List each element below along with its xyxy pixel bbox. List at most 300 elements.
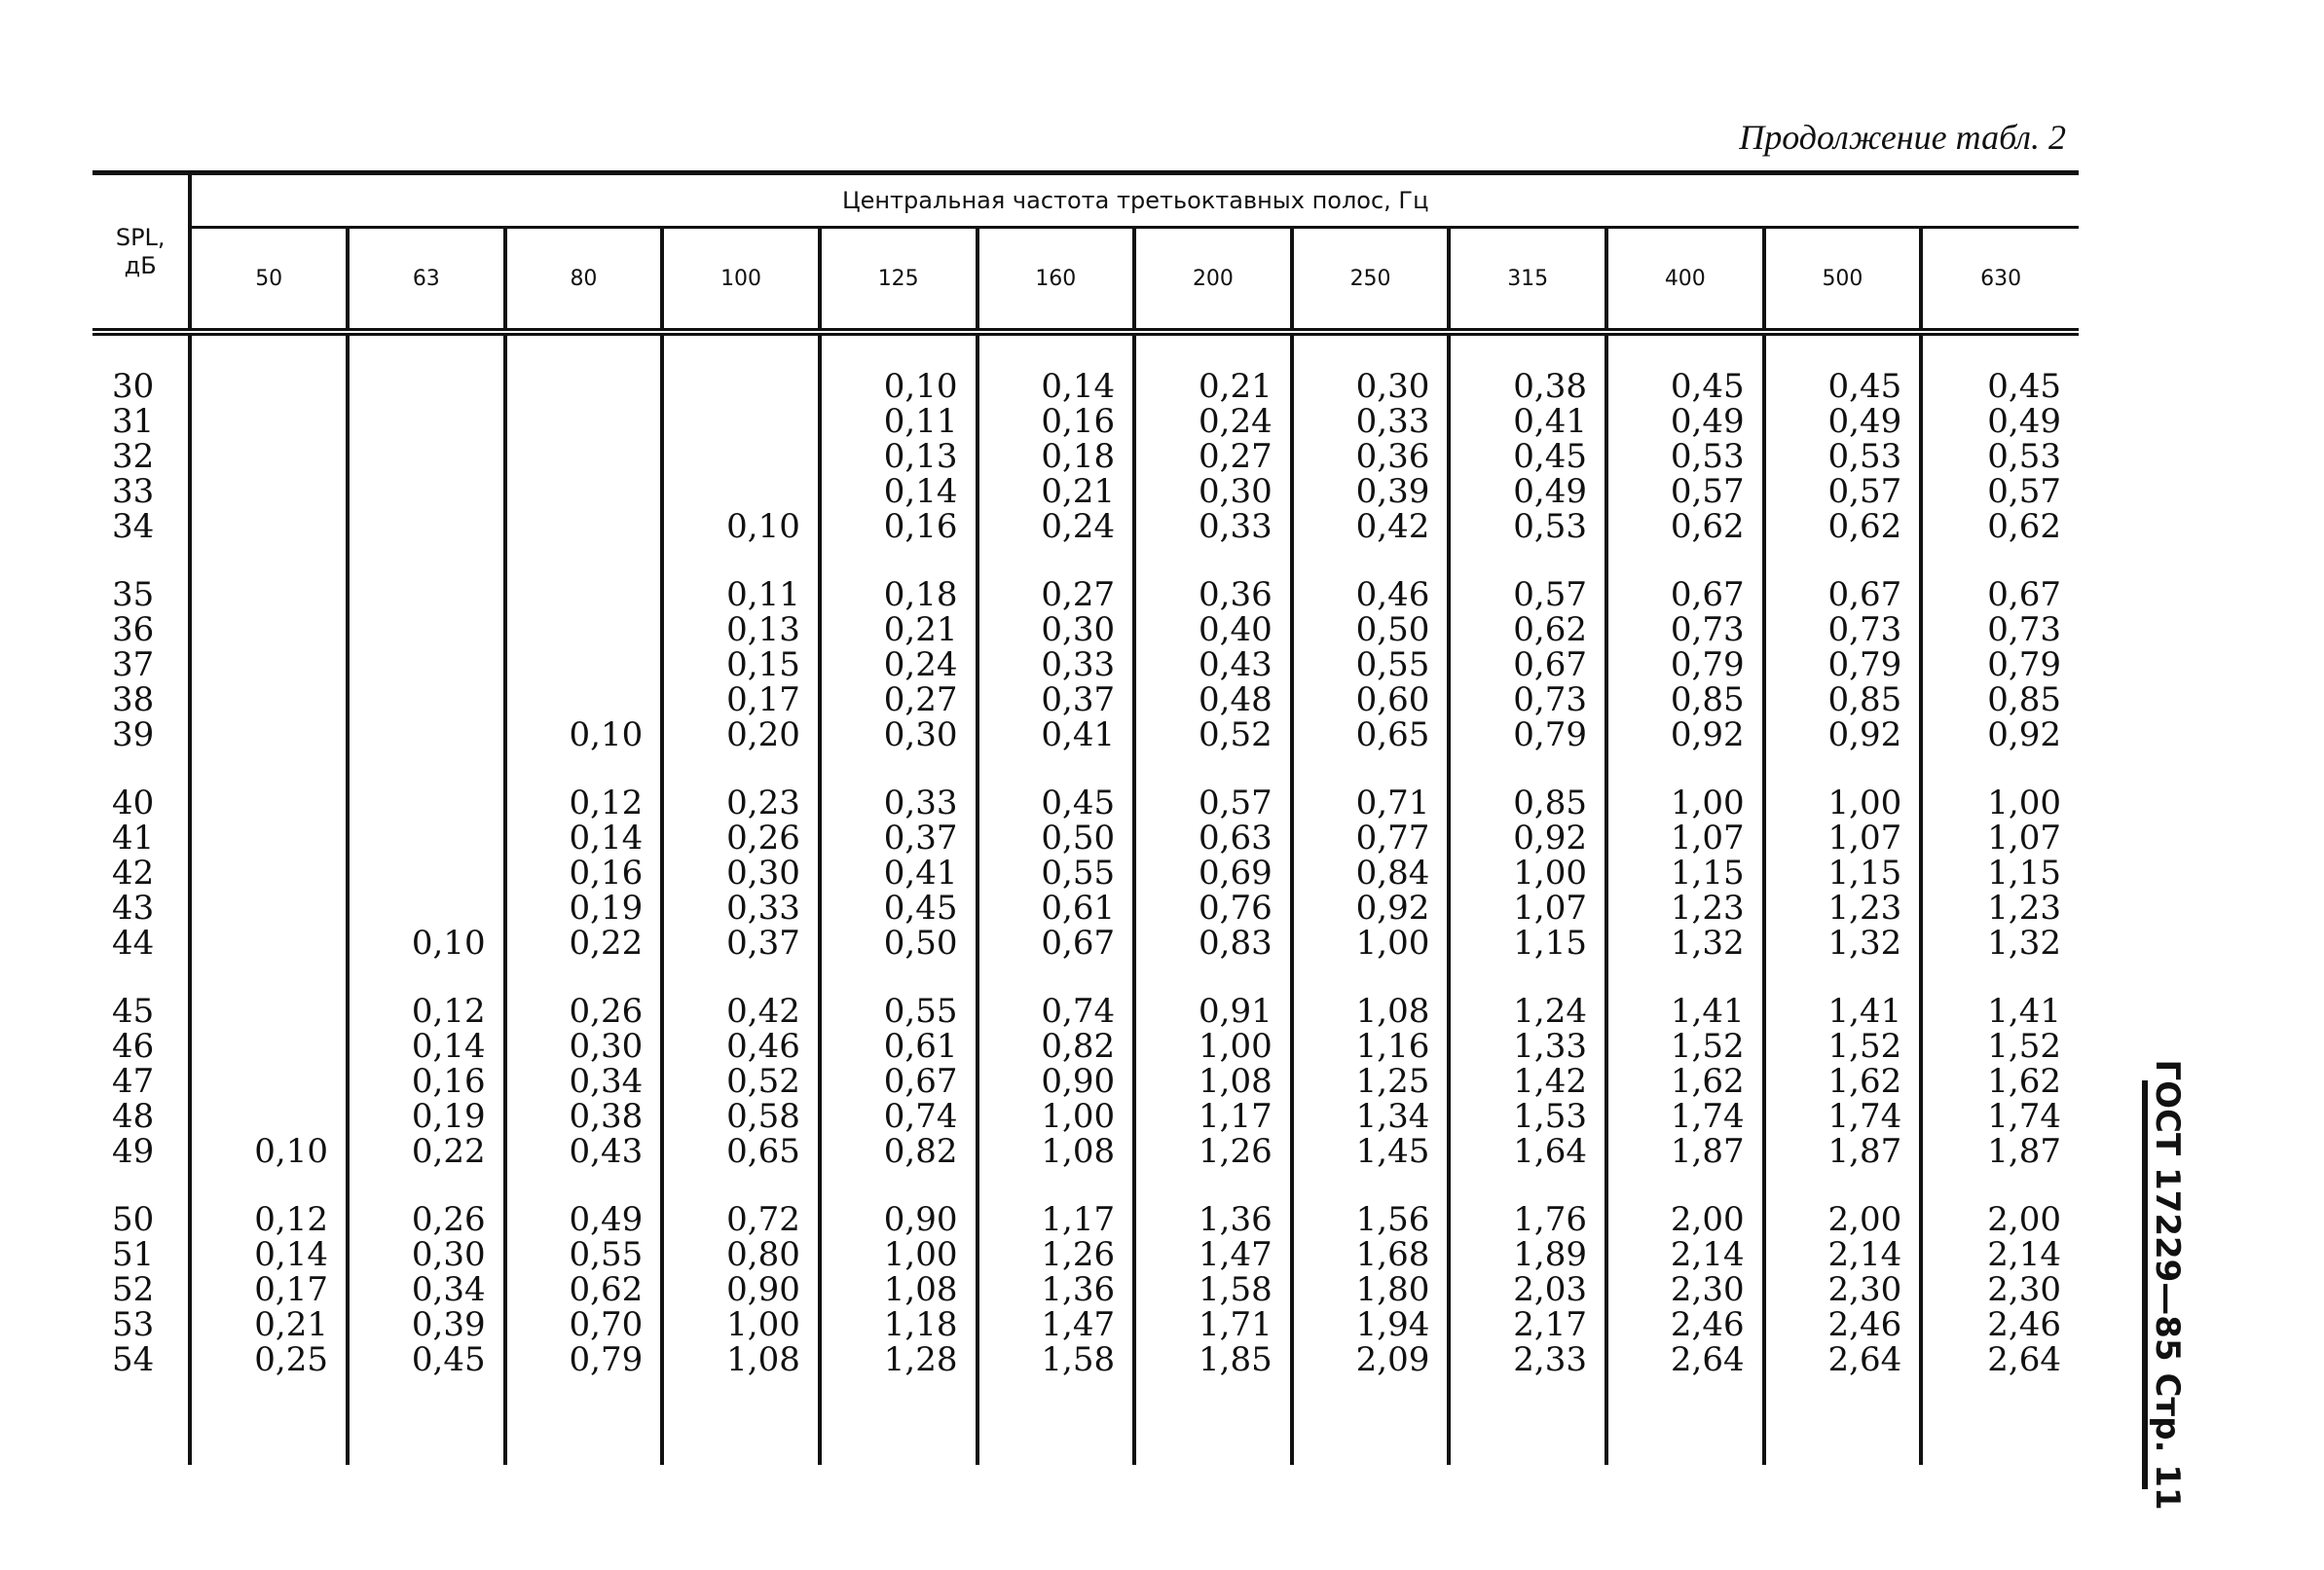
- table-row: [92, 994, 2079, 1029]
- coefficient-cell: 1,53: [1449, 1099, 1606, 1134]
- coefficient-cell: [190, 612, 348, 647]
- coefficient-cell: 0,25: [190, 1342, 348, 1377]
- spl-frequency-table: [92, 170, 2079, 1465]
- coefficient-cell: 0,37: [978, 682, 1135, 717]
- coefficient-cell: 1,08: [820, 1272, 978, 1307]
- coefficient-cell: 0,53: [1987, 437, 2061, 476]
- coefficient-cell: 0,22: [348, 1134, 505, 1169]
- spl-value: 40: [92, 785, 190, 821]
- coefficient-cell: 0,53: [1764, 439, 1922, 474]
- table-row: [92, 509, 2079, 544]
- coefficient-cell: [505, 404, 663, 439]
- coefficient-cell: 1,52: [1764, 1029, 1922, 1064]
- coefficient-cell: 0,53: [1606, 439, 1764, 474]
- coefficient-cell: 0,18: [978, 439, 1135, 474]
- coefficient-cell: [190, 474, 348, 509]
- coefficient-cell: 1,08: [978, 1134, 1135, 1169]
- coefficient-cell: 0,11: [820, 404, 978, 439]
- coefficient-cell: 1,32: [1987, 924, 2061, 963]
- spl-value: 53: [92, 1307, 190, 1342]
- coefficient-cell: 1,08: [662, 1342, 820, 1377]
- coefficient-cell: 1,00: [1292, 926, 1450, 961]
- coefficient-cell: 1,41: [1987, 992, 2061, 1031]
- spl-value: 44: [92, 926, 190, 961]
- coefficient-cell: 0,16: [348, 1064, 505, 1099]
- coefficient-cell: 0,45: [1606, 332, 1764, 404]
- coefficient-cell: [190, 439, 348, 474]
- coefficient-cell: 0,90: [662, 1272, 820, 1307]
- coefficient-cell: 0,13: [662, 612, 820, 647]
- frequency-header: 63: [348, 228, 505, 333]
- coefficient-cell: [505, 509, 663, 544]
- coefficient-cell: [348, 856, 505, 891]
- coefficient-cell: 0,67: [1449, 647, 1606, 682]
- table-row: [92, 1064, 2079, 1099]
- coefficient-cell: 0,57: [1987, 472, 2061, 511]
- coefficient-cell: 0,14: [505, 821, 663, 856]
- spl-value: 47: [92, 1064, 190, 1099]
- coefficient-cell: [190, 785, 348, 821]
- coefficient-cell: 0,26: [662, 821, 820, 856]
- table-row: [92, 647, 2079, 682]
- spl-value: 43: [92, 891, 190, 926]
- coefficient-cell: 0,62: [505, 1272, 663, 1307]
- coefficient-cell: [348, 404, 505, 439]
- coefficient-cell: 0,57: [1449, 577, 1606, 612]
- coefficient-cell: [348, 785, 505, 821]
- coefficient-cell: 0,19: [505, 891, 663, 926]
- coefficient-cell: 1,33: [1449, 1029, 1606, 1064]
- coefficient-cell: 1,26: [1134, 1134, 1292, 1169]
- coefficient-cell: 0,62: [1764, 509, 1922, 544]
- coefficient-cell: 1,87: [1987, 1132, 2061, 1171]
- coefficient-cell: 1,41: [1606, 994, 1764, 1029]
- spl-value: 52: [92, 1272, 190, 1307]
- table-row: [92, 1237, 2079, 1272]
- coefficient-cell: 1,56: [1292, 1202, 1450, 1237]
- coefficient-cell: 0,79: [1987, 645, 2061, 684]
- frequency-header: 200: [1134, 228, 1292, 333]
- coefficient-cell: [348, 332, 505, 404]
- coefficient-cell: 0,53: [1449, 509, 1606, 544]
- coefficient-cell: 0,27: [1134, 439, 1292, 474]
- coefficient-cell: [190, 821, 348, 856]
- coefficient-cell: [348, 821, 505, 856]
- coefficient-cell: 0,41: [820, 856, 978, 891]
- spl-header-line: SPL,: [115, 224, 166, 251]
- coefficient-cell: 0,82: [820, 1134, 978, 1169]
- spl-value: 31: [92, 404, 190, 439]
- table-row: [92, 439, 2079, 474]
- coefficient-cell: 0,92: [1449, 821, 1606, 856]
- coefficient-cell: 0,57: [1764, 474, 1922, 509]
- coefficient-cell: 2,64: [1987, 1340, 2061, 1379]
- table-row: [92, 785, 2079, 821]
- spl-value: 49: [92, 1134, 190, 1169]
- spl-value: 54: [92, 1342, 190, 1377]
- spl-value: 48: [92, 1099, 190, 1134]
- coefficient-cell: [662, 332, 820, 404]
- coefficient-cell: 1,00: [662, 1307, 820, 1342]
- coefficient-cell: 2,09: [1292, 1342, 1450, 1377]
- spl-value: 30: [92, 332, 190, 404]
- frequency-header: 630: [1921, 228, 2079, 333]
- table-row: [92, 891, 2079, 926]
- coefficient-cell: 0,24: [1134, 404, 1292, 439]
- coefficient-cell: 0,83: [1134, 926, 1292, 961]
- coefficient-cell: 0,14: [190, 1237, 348, 1272]
- table-row: [92, 612, 2079, 647]
- coefficient-cell: 0,72: [662, 1202, 820, 1237]
- coefficient-cell: 0,73: [1606, 612, 1764, 647]
- coefficient-cell: 0,11: [662, 577, 820, 612]
- spl-value: 51: [92, 1237, 190, 1272]
- coefficient-cell: 1,15: [1764, 856, 1922, 891]
- coefficient-cell: 0,85: [1606, 682, 1764, 717]
- coefficient-cell: 0,15: [662, 647, 820, 682]
- coefficient-cell: 0,84: [1292, 856, 1450, 891]
- coefficient-cell: 0,52: [662, 1064, 820, 1099]
- coefficient-cell: 0,45: [820, 891, 978, 926]
- coefficient-cell: 1,41: [1764, 994, 1922, 1029]
- coefficient-cell: 0,33: [820, 785, 978, 821]
- coefficient-cell: 1,00: [978, 1099, 1135, 1134]
- coefficient-cell: 1,52: [1987, 1027, 2061, 1066]
- table-row: [92, 717, 2079, 752]
- coefficient-cell: 0,27: [820, 682, 978, 717]
- coefficient-cell: 0,67: [1987, 575, 2061, 614]
- coefficient-cell: 0,49: [1764, 404, 1922, 439]
- coefficient-cell: 1,34: [1292, 1099, 1450, 1134]
- spl-value: 35: [92, 577, 190, 612]
- coefficient-cell: 0,36: [1292, 439, 1450, 474]
- coefficient-cell: 0,16: [820, 509, 978, 544]
- coefficient-cell: 0,57: [1606, 474, 1764, 509]
- coefficient-cell: [505, 612, 663, 647]
- coefficient-cell: 0,90: [978, 1064, 1135, 1099]
- coefficient-cell: 0,67: [1606, 577, 1764, 612]
- coefficient-cell: 0,10: [662, 509, 820, 544]
- coefficient-cell: 0,61: [978, 891, 1135, 926]
- coefficient-cell: 0,57: [1134, 785, 1292, 821]
- coefficient-cell: 1,32: [1606, 926, 1764, 961]
- coefficient-cell: [190, 856, 348, 891]
- coefficient-cell: 0,55: [1292, 647, 1450, 682]
- coefficient-cell: 2,46: [1764, 1307, 1922, 1342]
- coefficient-cell: 1,80: [1292, 1272, 1450, 1307]
- coefficient-cell: 0,80: [662, 1237, 820, 1272]
- coefficient-cell: 1,23: [1764, 891, 1922, 926]
- coefficient-cell: 1,36: [978, 1272, 1135, 1307]
- coefficient-cell: 1,23: [1987, 889, 2061, 928]
- coefficient-cell: 0,13: [820, 439, 978, 474]
- coefficient-cell: 0,12: [348, 994, 505, 1029]
- coefficient-cell: 1,87: [1606, 1134, 1764, 1169]
- frequency-header: 315: [1449, 228, 1606, 333]
- continuation-caption: Продолжение табл. 2: [1739, 118, 2066, 157]
- coefficient-cell: 0,30: [820, 717, 978, 752]
- coefficient-cell: 0,67: [1764, 577, 1922, 612]
- coefficient-cell: 0,45: [1764, 332, 1922, 404]
- coefficient-cell: 1,17: [978, 1202, 1135, 1237]
- coefficient-cell: 0,26: [505, 994, 663, 1029]
- coefficient-cell: 0,40: [1134, 612, 1292, 647]
- coefficient-cell: [190, 332, 348, 404]
- coefficient-cell: 0,33: [662, 891, 820, 926]
- table-row: [92, 682, 2079, 717]
- coefficient-cell: 1,28: [820, 1342, 978, 1377]
- coefficient-cell: [348, 474, 505, 509]
- coefficient-cell: 0,77: [1292, 821, 1450, 856]
- coefficient-cell: 0,16: [978, 404, 1135, 439]
- coefficient-cell: 0,62: [1987, 507, 2061, 546]
- table-row: [92, 1342, 2079, 1377]
- coefficient-cell: 0,73: [1764, 612, 1922, 647]
- coefficient-cell: 0,74: [820, 1099, 978, 1134]
- frequency-header: 160: [978, 228, 1135, 333]
- coefficient-cell: 0,60: [1292, 682, 1450, 717]
- coefficient-cell: 1,64: [1449, 1134, 1606, 1169]
- coefficient-cell: 1,94: [1292, 1307, 1450, 1342]
- coefficient-cell: 1,58: [1134, 1272, 1292, 1307]
- coefficient-cell: 0,45: [978, 785, 1135, 821]
- coefficient-cell: 0,21: [978, 474, 1135, 509]
- coefficient-cell: 1,08: [1292, 994, 1450, 1029]
- coefficient-cell: 0,19: [348, 1099, 505, 1134]
- coefficient-cell: 1,47: [1134, 1237, 1292, 1272]
- coefficient-cell: 0,34: [505, 1064, 663, 1099]
- coefficient-cell: 1,17: [1134, 1099, 1292, 1134]
- coefficient-cell: 1,76: [1449, 1202, 1606, 1237]
- spl-value: 33: [92, 474, 190, 509]
- coefficient-cell: 0,22: [505, 926, 663, 961]
- coefficient-cell: 0,14: [348, 1029, 505, 1064]
- coefficient-cell: 0,67: [820, 1064, 978, 1099]
- coefficient-cell: 0,46: [1292, 577, 1450, 612]
- coefficient-cell: 0,92: [1606, 717, 1764, 752]
- coefficient-cell: 0,52: [1134, 717, 1292, 752]
- coefficient-cell: 0,55: [978, 856, 1135, 891]
- coefficient-cell: 0,48: [1134, 682, 1292, 717]
- coefficient-cell: [190, 891, 348, 926]
- coefficient-cell: 1,45: [1292, 1134, 1450, 1169]
- coefficient-cell: 0,73: [1449, 682, 1606, 717]
- frequency-header: 250: [1292, 228, 1450, 333]
- coefficient-cell: 1,62: [1987, 1062, 2061, 1101]
- coefficient-cell: 2,46: [1606, 1307, 1764, 1342]
- coefficient-cell: 1,00: [1606, 785, 1764, 821]
- coefficient-cell: [190, 1099, 348, 1134]
- coefficient-cell: 1,74: [1987, 1097, 2061, 1136]
- coefficient-cell: 0,79: [1449, 717, 1606, 752]
- coefficient-cell: 0,50: [1292, 612, 1450, 647]
- coefficient-cell: 0,14: [978, 332, 1135, 404]
- coefficient-cell: 0,33: [978, 647, 1135, 682]
- coefficient-cell: 0,85: [1764, 682, 1922, 717]
- coefficient-cell: 1,00: [1987, 784, 2061, 822]
- spl-value: 37: [92, 647, 190, 682]
- table-row: [92, 332, 2079, 404]
- coefficient-cell: 0,30: [1292, 332, 1450, 404]
- coefficient-cell: 0,79: [505, 1342, 663, 1377]
- coefficient-cell: [662, 439, 820, 474]
- coefficient-cell: 0,42: [662, 994, 820, 1029]
- coefficient-cell: 0,17: [190, 1272, 348, 1307]
- coefficient-cell: 1,00: [1449, 856, 1606, 891]
- coefficient-cell: [348, 612, 505, 647]
- coefficient-cell: [348, 717, 505, 752]
- coefficient-cell: [505, 439, 663, 474]
- coefficient-cell: 0,85: [1449, 785, 1606, 821]
- coefficient-cell: 1,26: [978, 1237, 1135, 1272]
- coefficient-cell: 1,85: [1134, 1342, 1292, 1377]
- coefficient-cell: 1,89: [1449, 1237, 1606, 1272]
- coefficient-cell: 2,30: [1764, 1272, 1922, 1307]
- coefficient-cell: 2,14: [1764, 1237, 1922, 1272]
- coefficient-cell: 0,14: [820, 474, 978, 509]
- coefficient-cell: 1,36: [1134, 1202, 1292, 1237]
- coefficient-cell: 0,42: [1292, 509, 1450, 544]
- coefficient-cell: 0,26: [348, 1202, 505, 1237]
- coefficient-cell: 0,49: [505, 1202, 663, 1237]
- coefficient-cell: 1,00: [820, 1237, 978, 1272]
- coefficient-cell: 0,46: [662, 1029, 820, 1064]
- spl-value: 42: [92, 856, 190, 891]
- frequency-header: 400: [1606, 228, 1764, 333]
- coefficient-cell: 0,91: [1134, 994, 1292, 1029]
- coefficient-cell: 1,15: [1987, 854, 2061, 893]
- coefficient-cell: 0,79: [1764, 647, 1922, 682]
- coefficient-cell: 0,79: [1606, 647, 1764, 682]
- coefficient-cell: 0,30: [662, 856, 820, 891]
- coefficient-cell: 2,30: [1606, 1272, 1764, 1307]
- coefficient-cell: 0,70: [505, 1307, 663, 1342]
- coefficient-cell: [190, 404, 348, 439]
- coefficient-cell: [190, 509, 348, 544]
- table-row: [92, 821, 2079, 856]
- spl-value: 39: [92, 717, 190, 752]
- coefficient-cell: 0,10: [820, 332, 978, 404]
- coefficient-cell: 0,58: [662, 1099, 820, 1134]
- coefficient-cell: 2,64: [1764, 1342, 1922, 1377]
- coefficient-cell: 1,07: [1987, 819, 2061, 858]
- table-row: [92, 474, 2079, 509]
- table-row: [92, 1272, 2079, 1307]
- coefficient-cell: 0,45: [1987, 367, 2061, 406]
- coefficient-cell: [505, 647, 663, 682]
- coefficient-cell: 1,62: [1606, 1064, 1764, 1099]
- coefficient-cell: [662, 404, 820, 439]
- coefficient-cell: [190, 717, 348, 752]
- coefficient-cell: 0,39: [348, 1307, 505, 1342]
- coefficient-cell: [190, 994, 348, 1029]
- coefficient-cell: 0,10: [190, 1134, 348, 1169]
- table-row: [92, 404, 2079, 439]
- coefficient-cell: 0,45: [1449, 439, 1606, 474]
- coefficient-cell: 0,20: [662, 717, 820, 752]
- coefficient-cell: 0,30: [1134, 474, 1292, 509]
- coefficient-cell: 2,64: [1606, 1342, 1764, 1377]
- coefficient-cell: 2,03: [1449, 1272, 1606, 1307]
- frequency-header: 50: [190, 228, 348, 333]
- coefficient-cell: 1,47: [978, 1307, 1135, 1342]
- coefficient-cell: 0,92: [1292, 891, 1450, 926]
- coefficient-cell: 0,74: [978, 994, 1135, 1029]
- coefficient-cell: [348, 577, 505, 612]
- coefficient-cell: 0,65: [662, 1134, 820, 1169]
- coefficient-cell: 0,90: [820, 1202, 978, 1237]
- spl-value: 50: [92, 1202, 190, 1237]
- coefficient-cell: 0,82: [978, 1029, 1135, 1064]
- coefficient-cell: 2,17: [1449, 1307, 1606, 1342]
- coefficient-cell: [505, 474, 663, 509]
- coefficient-cell: 1,00: [1134, 1029, 1292, 1064]
- coefficient-cell: [505, 577, 663, 612]
- coefficient-cell: 0,33: [1134, 509, 1292, 544]
- coefficient-cell: 2,46: [1987, 1305, 2061, 1344]
- coefficient-cell: [348, 682, 505, 717]
- coefficient-cell: 0,85: [1987, 680, 2061, 719]
- coefficient-cell: 0,49: [1987, 402, 2061, 441]
- coefficient-cell: 0,55: [505, 1237, 663, 1272]
- coefficient-cell: 0,62: [1449, 612, 1606, 647]
- coefficient-cell: 1,74: [1764, 1099, 1922, 1134]
- coefficient-cell: 0,61: [820, 1029, 978, 1064]
- table-row: [92, 1099, 2079, 1134]
- table-row: [92, 926, 2079, 961]
- coefficient-cell: 1,32: [1764, 926, 1922, 961]
- spl-value: 38: [92, 682, 190, 717]
- coefficient-cell: 0,24: [978, 509, 1135, 544]
- coefficient-cell: 0,49: [1449, 474, 1606, 509]
- coefficient-cell: [190, 577, 348, 612]
- coefficient-cell: 1,74: [1606, 1099, 1764, 1134]
- coefficient-cell: 0,17: [662, 682, 820, 717]
- coefficient-cell: 0,38: [1449, 332, 1606, 404]
- coefficient-cell: 0,41: [978, 717, 1135, 752]
- spl-value: 36: [92, 612, 190, 647]
- coefficient-cell: [190, 1064, 348, 1099]
- coefficient-cell: 0,18: [820, 577, 978, 612]
- coefficient-cell: 0,37: [662, 926, 820, 961]
- table-row: [92, 1307, 2079, 1342]
- coefficient-cell: 1,08: [1134, 1064, 1292, 1099]
- spl-value: 45: [92, 994, 190, 1029]
- coefficient-cell: 1,58: [978, 1342, 1135, 1377]
- coefficient-cell: 0,49: [1606, 404, 1764, 439]
- coefficient-cell: 1,42: [1449, 1064, 1606, 1099]
- coefficient-cell: 0,33: [1292, 404, 1450, 439]
- coefficient-cell: 0,38: [505, 1099, 663, 1134]
- coefficient-cell: 1,87: [1764, 1134, 1922, 1169]
- coefficient-cell: [190, 926, 348, 961]
- coefficient-cell: 0,21: [1134, 332, 1292, 404]
- coefficient-cell: 0,23: [662, 785, 820, 821]
- coefficient-cell: 0,63: [1134, 821, 1292, 856]
- coefficient-cell: 0,76: [1134, 891, 1292, 926]
- coefficient-cell: 0,37: [820, 821, 978, 856]
- coefficient-cell: 2,00: [1764, 1202, 1922, 1237]
- coefficient-cell: 0,39: [1292, 474, 1450, 509]
- coefficient-cell: 0,16: [505, 856, 663, 891]
- coefficient-cell: 0,92: [1987, 715, 2061, 754]
- coefficient-cell: 0,21: [820, 612, 978, 647]
- frequency-header: 100: [662, 228, 820, 333]
- table-row: [92, 1202, 2079, 1237]
- table-row: [92, 577, 2079, 612]
- coefficient-cell: 0,43: [505, 1134, 663, 1169]
- coefficient-cell: 1,71: [1134, 1307, 1292, 1342]
